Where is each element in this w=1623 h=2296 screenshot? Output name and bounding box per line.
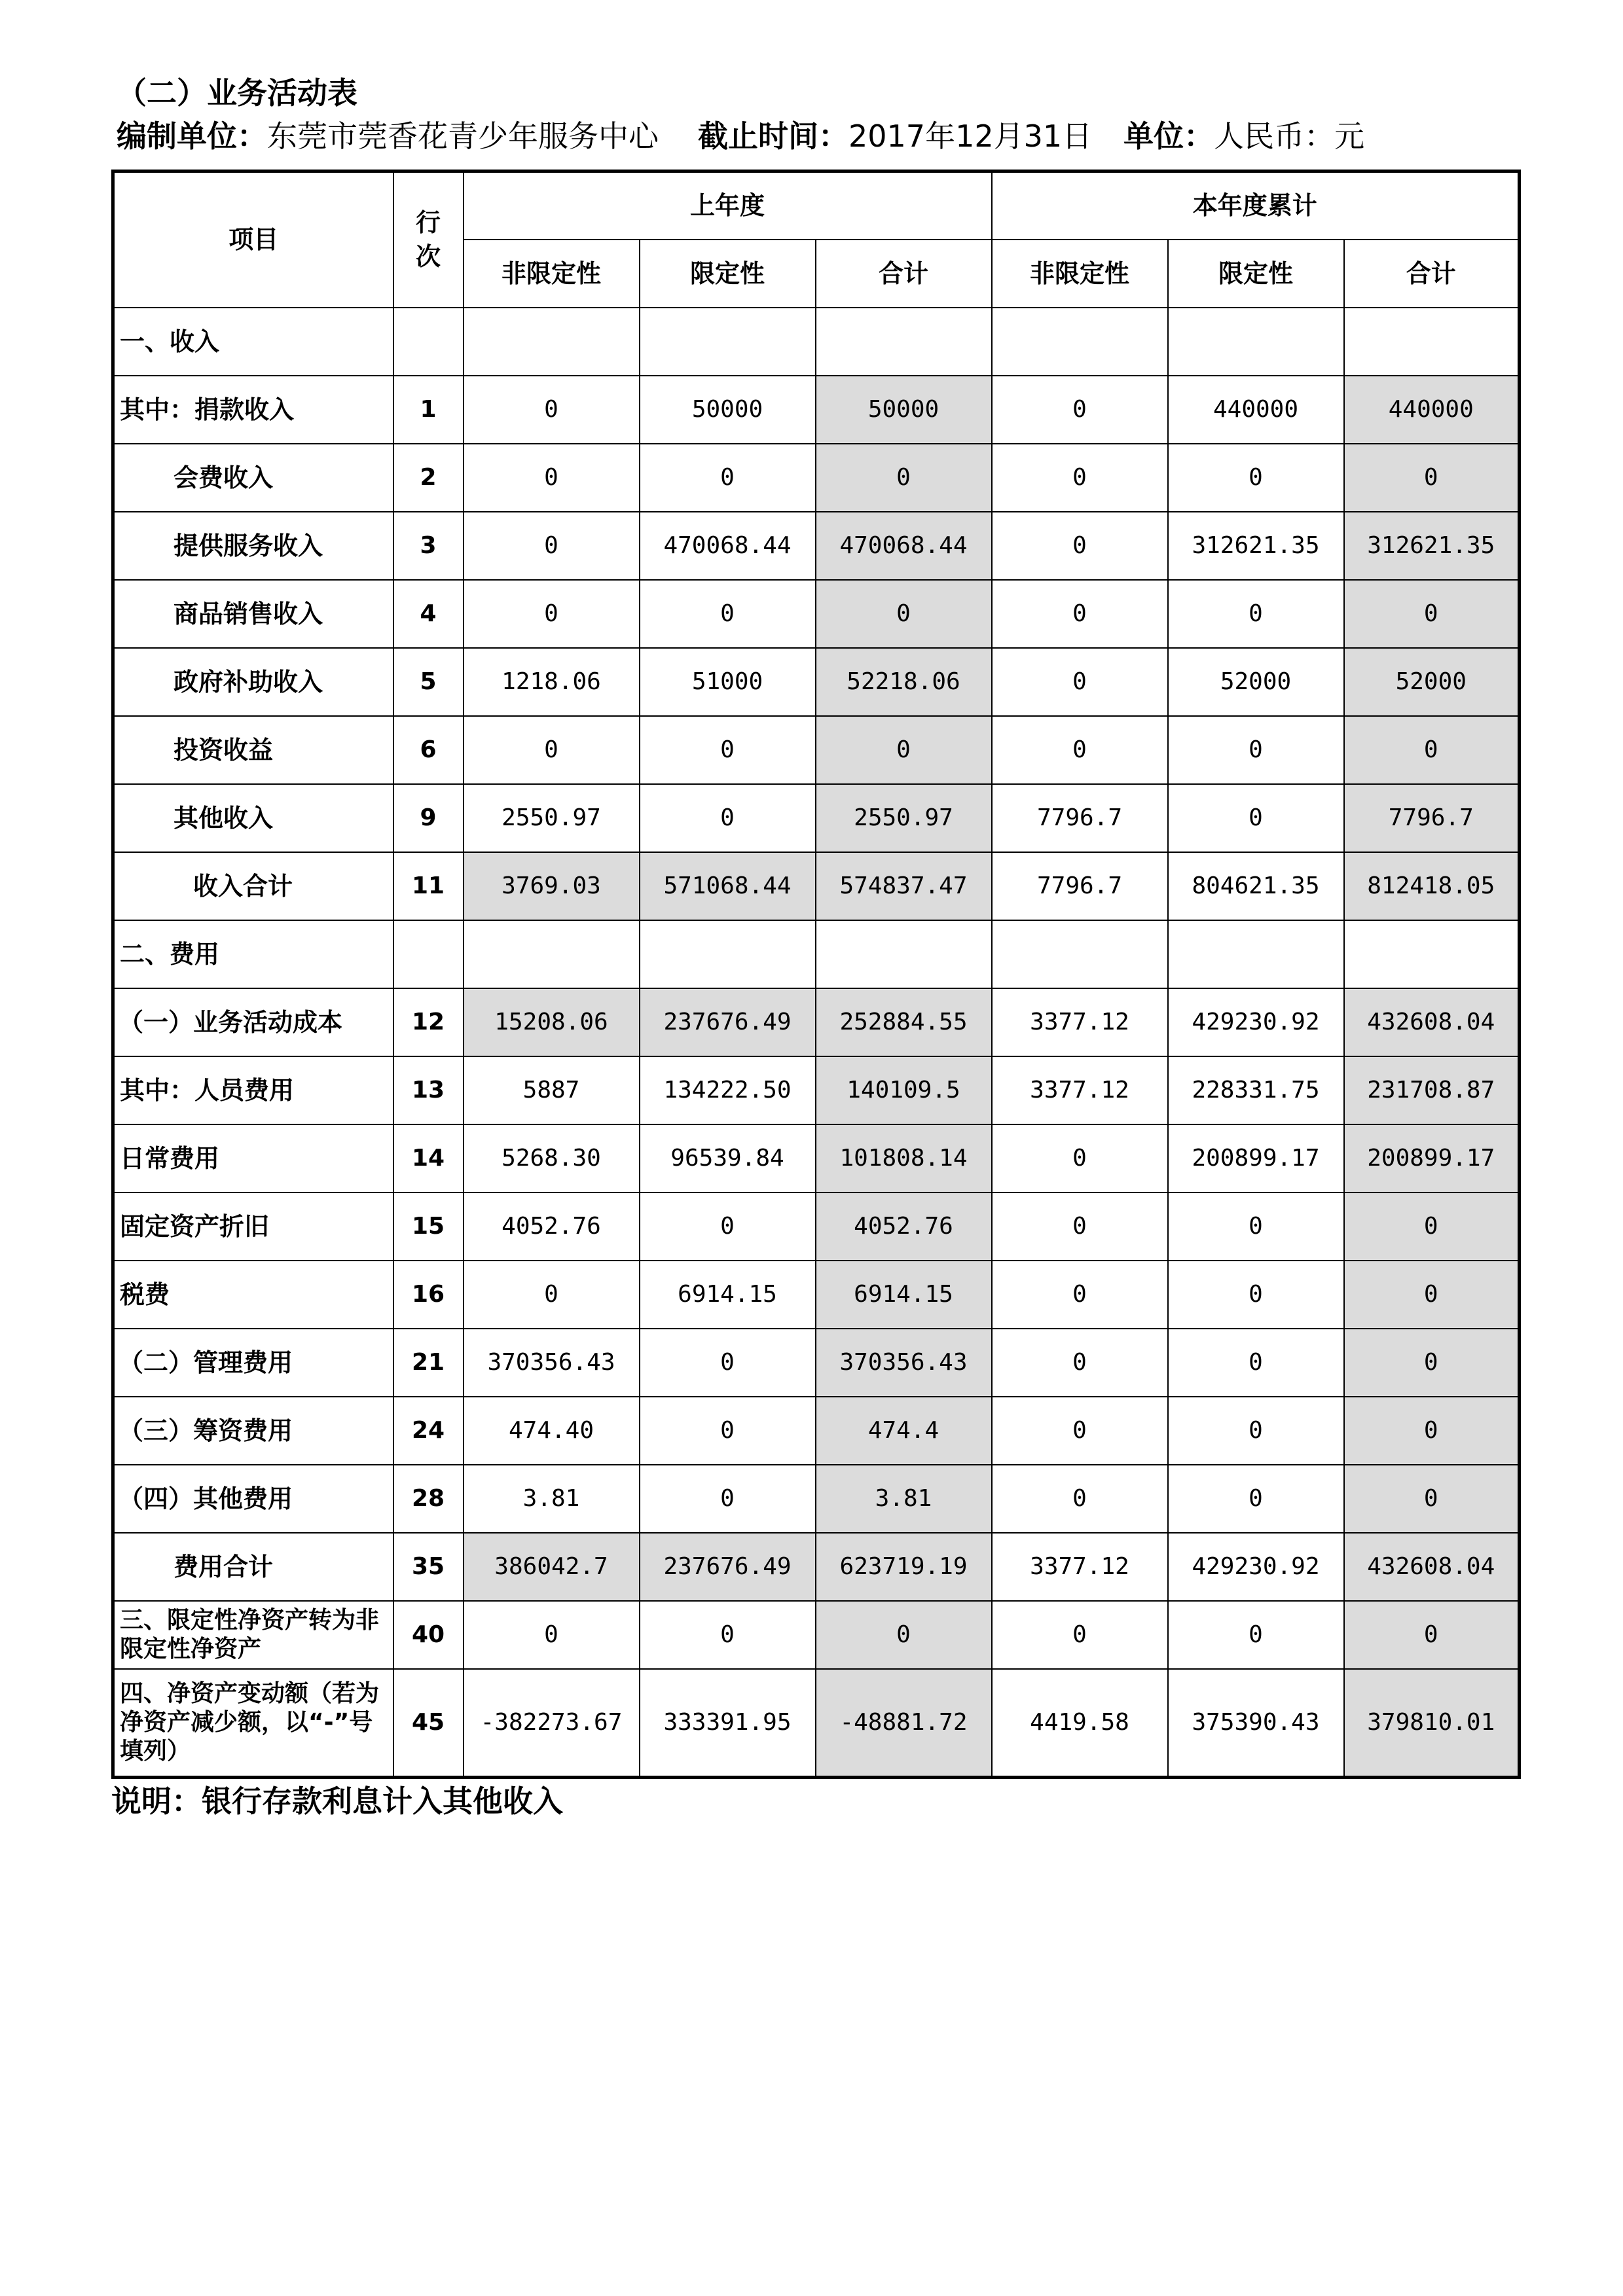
row-line-number: 9 bbox=[393, 784, 464, 852]
table-row bbox=[113, 920, 1520, 988]
table-cell bbox=[640, 308, 816, 376]
table-cell bbox=[1168, 308, 1344, 376]
table-cell: 0 bbox=[992, 1601, 1168, 1669]
table-cell: 0 bbox=[992, 1329, 1168, 1397]
row-label: 提供服务收入 bbox=[113, 512, 393, 580]
date-label: 截止时间： bbox=[698, 118, 848, 154]
table-cell: 0 bbox=[1168, 444, 1344, 512]
table-row bbox=[113, 1669, 1520, 1778]
table-cell: 0 bbox=[640, 1329, 816, 1397]
row-line-number: 3 bbox=[393, 512, 464, 580]
table-cell: 0 bbox=[640, 784, 816, 852]
table-cell: 0 bbox=[464, 580, 640, 648]
table-cell: 3769.03 bbox=[464, 852, 640, 920]
table-cell: 50000 bbox=[816, 376, 992, 444]
table-cell: 0 bbox=[1344, 1601, 1520, 1669]
table-cell: 252884.55 bbox=[816, 988, 992, 1056]
table-cell: 0 bbox=[1168, 1465, 1344, 1533]
table-cell: 0 bbox=[1344, 1193, 1520, 1261]
table-cell: 0 bbox=[816, 716, 992, 784]
table-cell: 375390.43 bbox=[1168, 1669, 1344, 1778]
table-cell: 470068.44 bbox=[640, 512, 816, 580]
table-cell: 623719.19 bbox=[816, 1533, 992, 1601]
header-prev-year: 上年度 bbox=[464, 171, 992, 240]
table-cell: 333391.95 bbox=[640, 1669, 816, 1778]
header-item: 项目 bbox=[113, 171, 393, 308]
row-label: 一、收入 bbox=[113, 308, 393, 376]
row-label: 固定资产折旧 bbox=[113, 1193, 393, 1261]
row-line-number bbox=[393, 308, 464, 376]
table-cell: 2550.97 bbox=[464, 784, 640, 852]
table-row bbox=[113, 784, 1520, 852]
table-cell: 134222.50 bbox=[640, 1056, 816, 1124]
table-cell: 1218.06 bbox=[464, 648, 640, 716]
table-cell: 429230.92 bbox=[1168, 988, 1344, 1056]
table-row bbox=[113, 1261, 1520, 1329]
header-curr-year: 本年度累计 bbox=[992, 171, 1520, 240]
table-row bbox=[113, 444, 1520, 512]
row-label: （一）业务活动成本 bbox=[113, 988, 393, 1056]
date-value: 2017年12月31日 bbox=[848, 118, 1093, 154]
row-line-number: 2 bbox=[393, 444, 464, 512]
table-cell: 0 bbox=[1168, 1329, 1344, 1397]
table-cell: 0 bbox=[1168, 1397, 1344, 1465]
table-row bbox=[113, 376, 1520, 444]
row-line-number: 40 bbox=[393, 1601, 464, 1669]
row-label: 费用合计 bbox=[113, 1533, 393, 1601]
table-cell: 0 bbox=[1344, 444, 1520, 512]
table-cell: 474.4 bbox=[816, 1397, 992, 1465]
table-cell: 574837.47 bbox=[816, 852, 992, 920]
table-cell bbox=[992, 308, 1168, 376]
table-cell: 0 bbox=[640, 444, 816, 512]
table-cell: 0 bbox=[640, 716, 816, 784]
table-cell bbox=[816, 308, 992, 376]
header-line bbox=[393, 171, 464, 308]
table-cell: 6914.15 bbox=[640, 1261, 816, 1329]
table-cell: 312621.35 bbox=[1168, 512, 1344, 580]
table-row bbox=[113, 852, 1520, 920]
table-cell: 0 bbox=[1168, 716, 1344, 784]
table-cell: 804621.35 bbox=[1168, 852, 1344, 920]
row-label: 其他收入 bbox=[113, 784, 393, 852]
table-cell: 440000 bbox=[1344, 376, 1520, 444]
table-cell: 0 bbox=[1168, 580, 1344, 648]
row-label: （四）其他费用 bbox=[113, 1465, 393, 1533]
table-cell: 0 bbox=[992, 444, 1168, 512]
table-cell: 0 bbox=[464, 1261, 640, 1329]
table-cell: 0 bbox=[1344, 1329, 1520, 1397]
table-cell: 228331.75 bbox=[1168, 1056, 1344, 1124]
header-sub: 合计 bbox=[1344, 240, 1520, 308]
row-label: 会费收入 bbox=[113, 444, 393, 512]
table-cell: 0 bbox=[1344, 1261, 1520, 1329]
header-sub: 合计 bbox=[816, 240, 992, 308]
table-row bbox=[113, 1601, 1520, 1669]
table-cell: 3377.12 bbox=[992, 988, 1168, 1056]
table-cell: 15208.06 bbox=[464, 988, 640, 1056]
table-cell: 0 bbox=[1168, 1261, 1344, 1329]
table-row bbox=[113, 1056, 1520, 1124]
row-label: 三、限定性净资产转为非限定性净资产 bbox=[113, 1601, 393, 1669]
table-cell: 7796.7 bbox=[992, 852, 1168, 920]
table-cell: 0 bbox=[1168, 1601, 1344, 1669]
table-row bbox=[113, 580, 1520, 648]
currency-value: 人民币：元 bbox=[1214, 118, 1365, 154]
row-line-number: 6 bbox=[393, 716, 464, 784]
row-line-number: 11 bbox=[393, 852, 464, 920]
table-row bbox=[113, 988, 1520, 1056]
table-row bbox=[113, 648, 1520, 716]
table-cell bbox=[992, 920, 1168, 988]
row-line-number: 1 bbox=[393, 376, 464, 444]
table-cell: 440000 bbox=[1168, 376, 1344, 444]
row-line-number: 24 bbox=[393, 1397, 464, 1465]
row-label: 税费 bbox=[113, 1261, 393, 1329]
table-cell: 470068.44 bbox=[816, 512, 992, 580]
table-cell: -382273.67 bbox=[464, 1669, 640, 1778]
table-cell: 51000 bbox=[640, 648, 816, 716]
row-line-number: 14 bbox=[393, 1124, 464, 1193]
table-cell: 231708.87 bbox=[1344, 1056, 1520, 1124]
row-line-number: 5 bbox=[393, 648, 464, 716]
row-label: 其中：捐款收入 bbox=[113, 376, 393, 444]
table-row bbox=[113, 1329, 1520, 1397]
table-cell: 370356.43 bbox=[464, 1329, 640, 1397]
report-subtitle bbox=[117, 117, 1364, 156]
row-line-number: 15 bbox=[393, 1193, 464, 1261]
table-cell: 312621.35 bbox=[1344, 512, 1520, 580]
header-sub: 非限定性 bbox=[464, 240, 640, 308]
table-cell: 571068.44 bbox=[640, 852, 816, 920]
table-cell: 432608.04 bbox=[1344, 1533, 1520, 1601]
header-sub: 限定性 bbox=[640, 240, 816, 308]
table-cell: 0 bbox=[1344, 580, 1520, 648]
table-cell: 0 bbox=[992, 1124, 1168, 1193]
row-label: （二）管理费用 bbox=[113, 1329, 393, 1397]
table-row bbox=[113, 1397, 1520, 1465]
row-label: 收入合计 bbox=[113, 852, 393, 920]
table-cell: 474.40 bbox=[464, 1397, 640, 1465]
table-cell: 429230.92 bbox=[1168, 1533, 1344, 1601]
table-cell: 5887 bbox=[464, 1056, 640, 1124]
table-cell: 237676.49 bbox=[640, 988, 816, 1056]
table-cell: 0 bbox=[992, 1397, 1168, 1465]
table-cell: 0 bbox=[992, 1465, 1168, 1533]
row-line-number: 12 bbox=[393, 988, 464, 1056]
table-cell: 812418.05 bbox=[1344, 852, 1520, 920]
table-cell bbox=[640, 920, 816, 988]
table-cell: 0 bbox=[464, 444, 640, 512]
row-line-number: 16 bbox=[393, 1261, 464, 1329]
table-cell: 432608.04 bbox=[1344, 988, 1520, 1056]
table-cell: 3.81 bbox=[464, 1465, 640, 1533]
table-cell: 4052.76 bbox=[816, 1193, 992, 1261]
table-cell: 0 bbox=[640, 1465, 816, 1533]
table-cell bbox=[1168, 920, 1344, 988]
table-cell bbox=[1344, 308, 1520, 376]
row-line-number: 45 bbox=[393, 1669, 464, 1778]
row-label: 投资收益 bbox=[113, 716, 393, 784]
row-line-number: 13 bbox=[393, 1056, 464, 1124]
table-cell: 52000 bbox=[1168, 648, 1344, 716]
table-cell: 5268.30 bbox=[464, 1124, 640, 1193]
table-cell: 0 bbox=[1344, 716, 1520, 784]
table-cell: 0 bbox=[992, 512, 1168, 580]
table-cell: 4052.76 bbox=[464, 1193, 640, 1261]
table-cell: 0 bbox=[464, 1601, 640, 1669]
table-cell: 6914.15 bbox=[816, 1261, 992, 1329]
row-label: 政府补助收入 bbox=[113, 648, 393, 716]
table-cell: 0 bbox=[992, 580, 1168, 648]
row-line-number: 4 bbox=[393, 580, 464, 648]
row-label: 日常费用 bbox=[113, 1124, 393, 1193]
row-line-number: 21 bbox=[393, 1329, 464, 1397]
table-cell: 0 bbox=[640, 1193, 816, 1261]
table-cell: 0 bbox=[816, 580, 992, 648]
table-cell: 101808.14 bbox=[816, 1124, 992, 1193]
table-cell: 4419.58 bbox=[992, 1669, 1168, 1778]
table-cell: 3377.12 bbox=[992, 1056, 1168, 1124]
table-row bbox=[113, 1465, 1520, 1533]
table-cell: 0 bbox=[992, 376, 1168, 444]
unit-label: 编制单位： bbox=[117, 118, 267, 154]
table-cell: 0 bbox=[1168, 784, 1344, 852]
table-cell: 0 bbox=[464, 376, 640, 444]
table-cell: 0 bbox=[816, 444, 992, 512]
row-label: 商品销售收入 bbox=[113, 580, 393, 648]
table-cell: 7796.7 bbox=[992, 784, 1168, 852]
table-cell: 237676.49 bbox=[640, 1533, 816, 1601]
header-line-b: 次 bbox=[415, 242, 441, 272]
table-cell: 3.81 bbox=[816, 1465, 992, 1533]
header-row-groups bbox=[113, 171, 1520, 240]
report-title: （二）业务活动表 bbox=[117, 75, 357, 111]
table-cell: 0 bbox=[1344, 1397, 1520, 1465]
table-cell bbox=[1344, 920, 1520, 988]
table-cell: 3377.12 bbox=[992, 1533, 1168, 1601]
table-cell: 0 bbox=[1344, 1465, 1520, 1533]
row-label: 其中：人员费用 bbox=[113, 1056, 393, 1124]
table-row bbox=[113, 308, 1520, 376]
table-cell: 0 bbox=[640, 1397, 816, 1465]
table-cell: 0 bbox=[1168, 1193, 1344, 1261]
table-cell: 0 bbox=[992, 1261, 1168, 1329]
table-cell: 0 bbox=[816, 1601, 992, 1669]
table-cell: 140109.5 bbox=[816, 1056, 992, 1124]
table-cell: 0 bbox=[464, 716, 640, 784]
table-cell: 0 bbox=[640, 1601, 816, 1669]
table-cell: 0 bbox=[992, 1193, 1168, 1261]
table-row bbox=[113, 716, 1520, 784]
table-cell: 0 bbox=[992, 716, 1168, 784]
table-cell: 96539.84 bbox=[640, 1124, 816, 1193]
footnote: 说明：银行存款利息计入其他收入 bbox=[111, 1784, 563, 1819]
table-cell: 0 bbox=[992, 648, 1168, 716]
table-cell: 7796.7 bbox=[1344, 784, 1520, 852]
unit-value: 东莞市莞香花青少年服务中心 bbox=[267, 118, 659, 154]
header-sub: 限定性 bbox=[1168, 240, 1344, 308]
table-row bbox=[113, 1124, 1520, 1193]
header-sub: 非限定性 bbox=[992, 240, 1168, 308]
table-cell bbox=[464, 308, 640, 376]
table-cell: 52000 bbox=[1344, 648, 1520, 716]
activity-table bbox=[111, 170, 1521, 1779]
table-row bbox=[113, 512, 1520, 580]
row-label: （三）筹资费用 bbox=[113, 1397, 393, 1465]
row-line-number bbox=[393, 920, 464, 988]
table-cell: 200899.17 bbox=[1344, 1124, 1520, 1193]
table-cell: 0 bbox=[640, 580, 816, 648]
row-label: 二、费用 bbox=[113, 920, 393, 988]
table-cell: -48881.72 bbox=[816, 1669, 992, 1778]
table-cell: 370356.43 bbox=[816, 1329, 992, 1397]
currency-label: 单位： bbox=[1123, 118, 1214, 154]
table-cell: 0 bbox=[464, 512, 640, 580]
table-cell bbox=[464, 920, 640, 988]
row-line-number: 28 bbox=[393, 1465, 464, 1533]
table-cell: 200899.17 bbox=[1168, 1124, 1344, 1193]
row-line-number: 35 bbox=[393, 1533, 464, 1601]
table-row bbox=[113, 1533, 1520, 1601]
table-cell: 50000 bbox=[640, 376, 816, 444]
table-row bbox=[113, 1193, 1520, 1261]
header-line-a: 行 bbox=[415, 208, 441, 238]
table-cell bbox=[816, 920, 992, 988]
table-cell: 52218.06 bbox=[816, 648, 992, 716]
table-cell: 386042.7 bbox=[464, 1533, 640, 1601]
table-cell: 2550.97 bbox=[816, 784, 992, 852]
row-label: 四、净资产变动额（若为净资产减少额，以“-”号填列） bbox=[113, 1669, 393, 1778]
table-cell: 379810.01 bbox=[1344, 1669, 1520, 1778]
